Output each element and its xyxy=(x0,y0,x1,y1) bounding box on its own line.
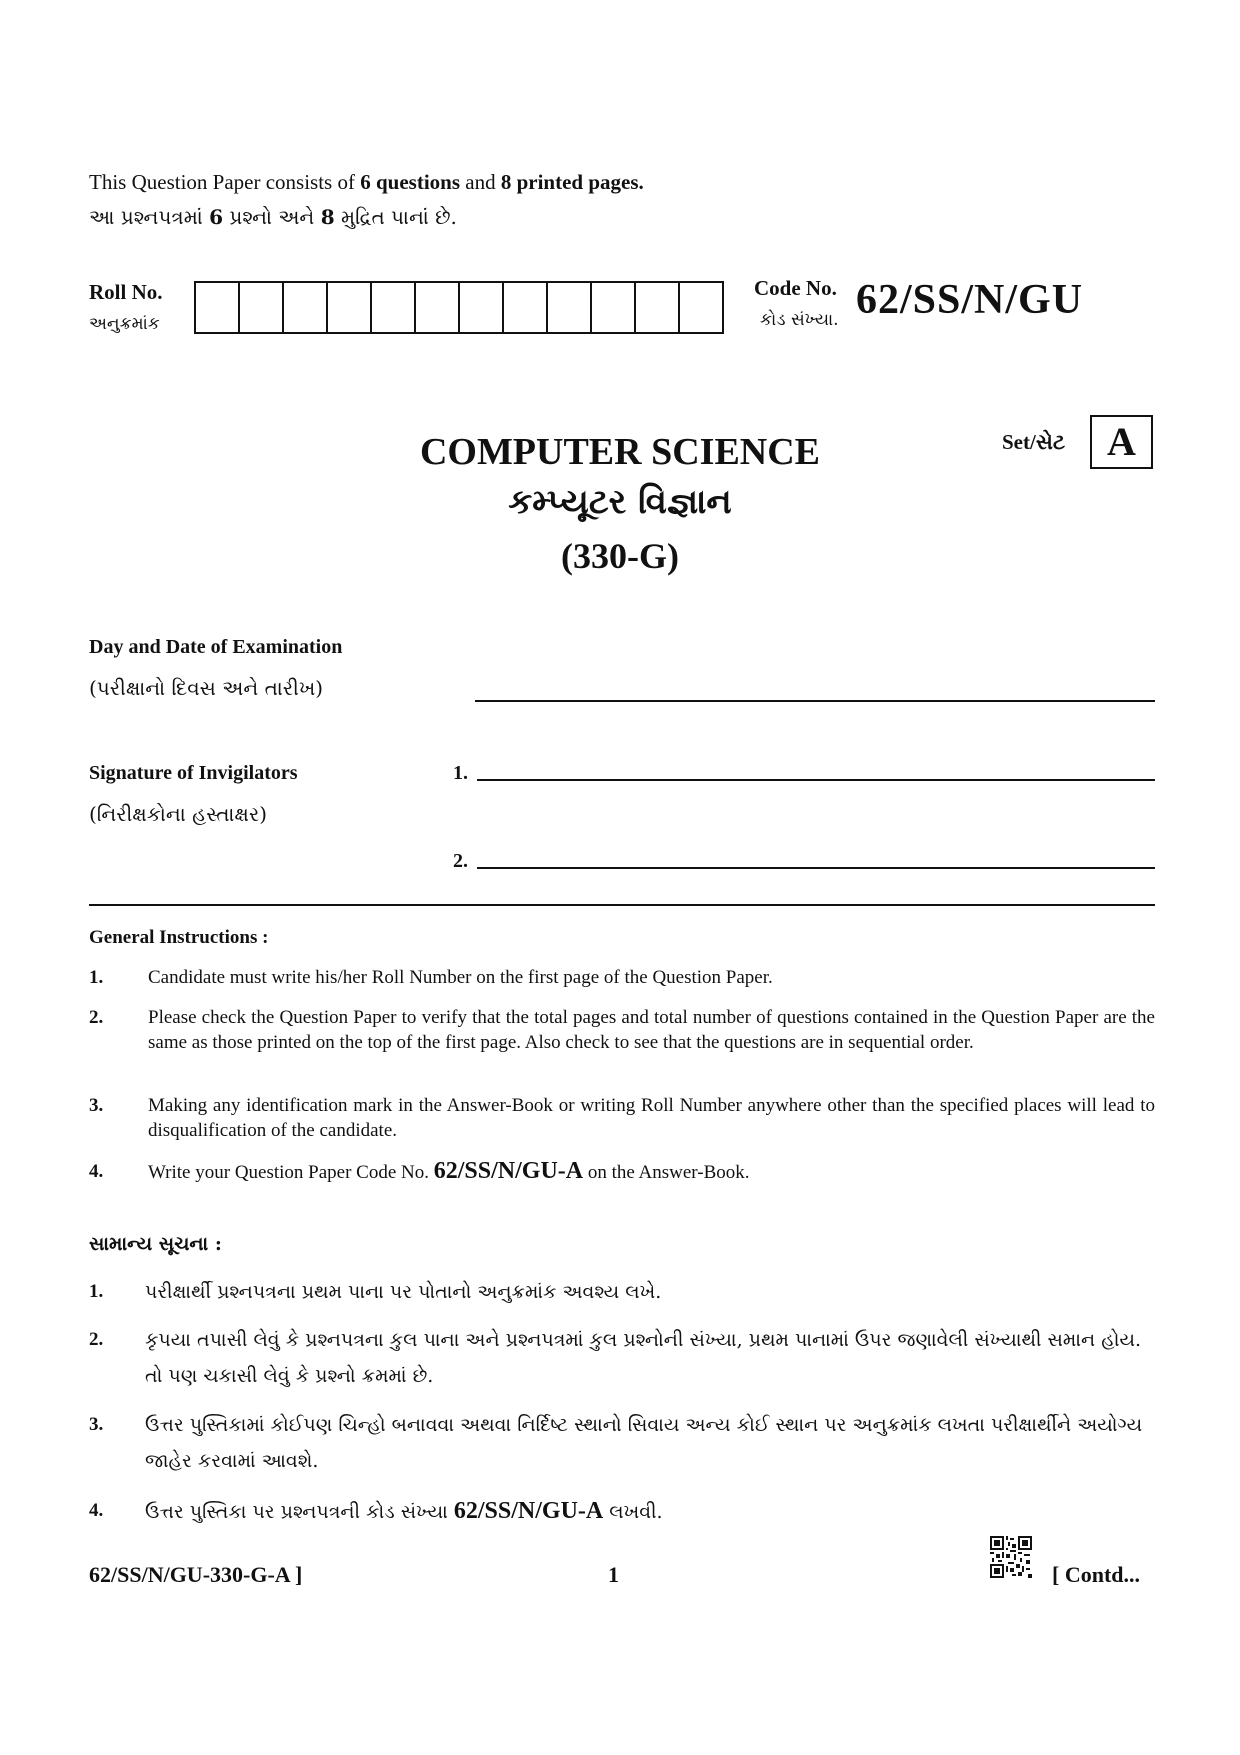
roll-number-box[interactable] xyxy=(414,283,458,332)
instruction-text: Candidate must write his/her Roll Number on the first page of the Question Paper. xyxy=(148,967,773,988)
paper-code: 62/SS/N/GU-A xyxy=(453,1498,604,1524)
page-count: 8 printed pages. xyxy=(500,170,644,194)
question-count: 6 xyxy=(209,205,223,229)
signature-2-number: 2. xyxy=(453,850,468,872)
roll-number-box[interactable] xyxy=(502,283,546,332)
page-count-note xyxy=(89,170,644,195)
roll-number-box[interactable] xyxy=(678,283,722,332)
instruction-text-part: on the Answer-Book. xyxy=(583,1162,750,1183)
subject-title-gu: કમ્પ્યૂટર વિજ્ઞાન xyxy=(508,482,732,522)
instruction-number: 1. xyxy=(89,967,104,988)
instruction-text-part: ઉત્તર પુસ્તિકા પર પ્રશ્નપત્રની કોડ સંખ્યા xyxy=(145,1501,454,1523)
roll-number-box[interactable] xyxy=(326,283,370,332)
note-text: and xyxy=(460,170,501,194)
invigilator-signature-label: Signature of Invigilators xyxy=(89,762,298,784)
instruction-item-gu xyxy=(89,1322,1155,1394)
paper-code: 62/SS/N/GU-A xyxy=(433,1158,584,1184)
roll-number-box[interactable] xyxy=(458,283,502,332)
instruction-item xyxy=(89,965,1155,990)
subject-title: COMPUTER SCIENCE xyxy=(419,431,821,473)
instruction-text: Please check the Question Paper to verify that the total pages and total number of questions contained in the Question Paper are the same as those printed on the top of the first page. Also check to see that the questions are in sequential order. xyxy=(148,1007,1155,1053)
instruction-number: 3. xyxy=(89,1414,104,1435)
continued-label: [ Contd... xyxy=(1052,1562,1141,1587)
roll-number-box[interactable] xyxy=(196,283,238,332)
qr-code-icon xyxy=(990,1536,1032,1578)
instruction-text-part: Write your Question Paper Code No. xyxy=(148,1162,434,1183)
code-number-value: 62/SS/N/GU xyxy=(856,277,1084,323)
roll-number-box[interactable] xyxy=(546,283,590,332)
signature-1-field[interactable] xyxy=(477,779,1155,781)
code-number-label: Code No. xyxy=(754,276,837,300)
roll-number-label: Roll No. xyxy=(89,280,163,304)
set-label: Set/સેટ xyxy=(1002,430,1066,454)
signature-2-field[interactable] xyxy=(477,867,1155,869)
exam-date-label-gu: (પરીક્ષાનો દિવસ અને તારીખ) xyxy=(89,676,324,700)
page-count-note-gu xyxy=(89,205,457,229)
instruction-text-gu: ઉત્તર પુસ્તિકામાં કોઈપણ ચિન્હો બનાવવા અથવા નિર્દિષ્ટ સ્થાનો સિવાય અન્ય કોઈ સ્થાન પર અનુક્રમાંક લખતા પરીક્ષાર્થીને અયોગ્ય જાહેર કરવામાં આવશે. xyxy=(145,1414,1143,1472)
instruction-item-gu xyxy=(89,1493,1155,1530)
roll-number-box[interactable] xyxy=(370,283,414,332)
instruction-number: 1. xyxy=(89,1281,104,1302)
instruction-item-gu xyxy=(89,1407,1155,1479)
code-number-label-gu: કોડ સંખ્યા. xyxy=(760,310,839,330)
instruction-text-gu xyxy=(145,1493,1155,1530)
roll-number-boxes[interactable] xyxy=(194,281,724,334)
note-text: આ પ્રશ્નપત્રમાં xyxy=(89,205,210,229)
instruction-text xyxy=(148,1159,1155,1185)
roll-number-box[interactable] xyxy=(634,283,678,332)
instruction-text-gu: કૃપયા તપાસી લેવું કે પ્રશ્નપત્રના કુલ પાના અને પ્રશ્નપત્રમાં કુલ પ્રશ્નોની સંખ્યા, પ્રથમ પાનામાં ઉપર જણાવેલી સંખ્યાથી સમાન હોય. તો પણ ચકાસી લેવું કે પ્રશ્નો ક્રમમાં છે. xyxy=(145,1329,1142,1387)
roll-number-box[interactable] xyxy=(590,283,634,332)
roll-number-label-gu: અનુક્રમાંક xyxy=(89,314,160,334)
instruction-number: 4. xyxy=(89,1161,104,1182)
roll-number-box[interactable] xyxy=(238,283,282,332)
instruction-text-part: લખવી. xyxy=(603,1501,663,1523)
general-instructions-heading-gu: સામાન્ય સૂચના : xyxy=(89,1233,222,1255)
instruction-number: 2. xyxy=(89,1007,104,1028)
instruction-item-gu xyxy=(89,1274,1155,1310)
page-count: 8 xyxy=(320,205,335,229)
instruction-number: 4. xyxy=(89,1500,104,1521)
set-value-box: A xyxy=(1090,415,1153,469)
subject-code: (330-G) xyxy=(561,536,679,576)
section-divider xyxy=(89,904,1155,906)
note-text: This Question Paper consists of xyxy=(89,170,361,194)
instruction-number: 2. xyxy=(89,1329,104,1350)
instruction-item xyxy=(89,1005,1155,1055)
question-count: 6 questions xyxy=(360,170,461,194)
note-text: મુદ્રિત પાનાં છે. xyxy=(334,205,457,229)
signature-1-number: 1. xyxy=(453,762,468,784)
instruction-item xyxy=(89,1159,1155,1185)
note-text: પ્રશ્નો અને xyxy=(223,205,321,229)
invigilator-signature-label-gu: (નિરીક્ષકોના હસ્તાક્ષર) xyxy=(89,802,268,826)
page-number: 1 xyxy=(608,1562,619,1587)
instruction-item xyxy=(89,1093,1155,1143)
exam-date-label: Day and Date of Examination xyxy=(89,636,343,658)
roll-number-box[interactable] xyxy=(282,283,326,332)
instruction-text: Making any identification mark in the Answer-Book or writing Roll Number anywhere other than the specified places will lead to disqualification of the candidate. xyxy=(148,1095,1155,1141)
footer-paper-code: 62/SS/N/GU-330-G-A ] xyxy=(89,1562,303,1587)
instruction-text-gu: પરીક્ષાર્થી પ્રશ્નપત્રના પ્રથમ પાના પર પોતાનો અનુક્રમાંક અવશ્ય લખે. xyxy=(145,1281,662,1303)
instruction-number: 3. xyxy=(89,1095,104,1116)
exam-date-field[interactable] xyxy=(475,700,1155,702)
general-instructions-heading: General Instructions : xyxy=(89,927,269,948)
